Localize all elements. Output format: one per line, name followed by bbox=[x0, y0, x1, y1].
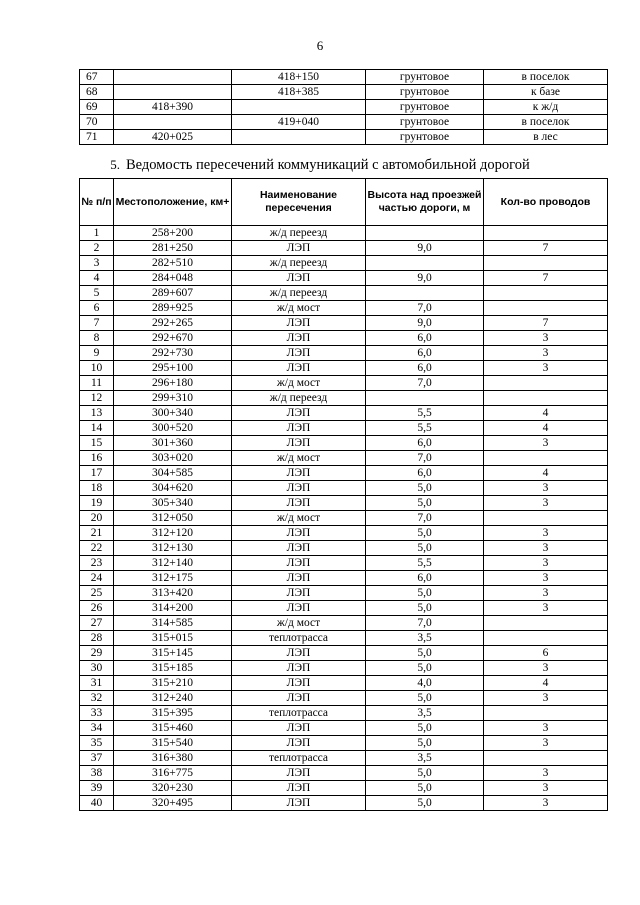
table-cell: 7 bbox=[484, 271, 608, 286]
table-cell: к ж/д bbox=[484, 100, 608, 115]
table-cell: 4 bbox=[484, 406, 608, 421]
table-cell bbox=[484, 706, 608, 721]
table-cell: 315+210 bbox=[114, 676, 232, 691]
table-cell bbox=[366, 286, 484, 301]
table-cell: 5,0 bbox=[366, 541, 484, 556]
table-row bbox=[80, 331, 608, 346]
table-cell: 7 bbox=[484, 316, 608, 331]
table-row bbox=[80, 571, 608, 586]
table-cell: ЛЭП bbox=[232, 601, 366, 616]
table-row bbox=[80, 436, 608, 451]
table-cell: 40 bbox=[80, 796, 114, 811]
table-cell: теплотрасса bbox=[232, 706, 366, 721]
section-number: 5. bbox=[110, 157, 120, 172]
table-row bbox=[80, 646, 608, 661]
table-cell: ЛЭП bbox=[232, 766, 366, 781]
table-cell bbox=[484, 751, 608, 766]
table-cell: ж/д мост bbox=[232, 301, 366, 316]
table-row bbox=[80, 541, 608, 556]
table-cell: 38 bbox=[80, 766, 114, 781]
table-cell: 5 bbox=[80, 286, 114, 301]
table-cell: 7,0 bbox=[366, 376, 484, 391]
header-number: № п/п bbox=[80, 179, 114, 226]
table-cell: ЛЭП bbox=[232, 241, 366, 256]
table-cell bbox=[484, 301, 608, 316]
table-row bbox=[80, 241, 608, 256]
table-cell: 5,0 bbox=[366, 646, 484, 661]
table-cell: 312+140 bbox=[114, 556, 232, 571]
table-cell: 7 bbox=[484, 241, 608, 256]
table-cell: ж/д переезд bbox=[232, 391, 366, 406]
table-cell: 3 bbox=[484, 496, 608, 511]
table-cell: 7,0 bbox=[366, 451, 484, 466]
table-cell: ЛЭП bbox=[232, 361, 366, 376]
table-cell: 305+340 bbox=[114, 496, 232, 511]
table-cell: 5,0 bbox=[366, 781, 484, 796]
table-cell: 33 bbox=[80, 706, 114, 721]
table-cell: 299+310 bbox=[114, 391, 232, 406]
table-row bbox=[80, 751, 608, 766]
table-cell: 315+395 bbox=[114, 706, 232, 721]
table-cell bbox=[484, 391, 608, 406]
table-cell: 3,5 bbox=[366, 631, 484, 646]
table-cell: 315+460 bbox=[114, 721, 232, 736]
table-cell: 3 bbox=[484, 781, 608, 796]
table-cell: 316+775 bbox=[114, 766, 232, 781]
table-cell: 5,0 bbox=[366, 661, 484, 676]
table-cell: теплотрасса bbox=[232, 631, 366, 646]
table-row bbox=[80, 301, 608, 316]
table-cell: ЛЭП bbox=[232, 271, 366, 286]
table-cell: 3 bbox=[484, 556, 608, 571]
table-cell: 5,0 bbox=[366, 586, 484, 601]
table-row bbox=[80, 100, 608, 115]
table-cell: 314+200 bbox=[114, 601, 232, 616]
table-cell: 71 bbox=[80, 130, 114, 145]
table-cell: 282+510 bbox=[114, 256, 232, 271]
crossings-table bbox=[79, 178, 608, 811]
table-cell: 3 bbox=[484, 481, 608, 496]
table-cell: 3 bbox=[484, 526, 608, 541]
table-cell: 281+250 bbox=[114, 241, 232, 256]
table-cell: 3 bbox=[484, 541, 608, 556]
table-row bbox=[80, 130, 608, 145]
table-cell: ЛЭП bbox=[232, 526, 366, 541]
table-cell: 3 bbox=[484, 586, 608, 601]
table-cell: 5,0 bbox=[366, 481, 484, 496]
table-cell: грунтовое bbox=[366, 115, 484, 130]
table-cell: 3 bbox=[80, 256, 114, 271]
table-cell: ж/д мост bbox=[232, 511, 366, 526]
table-cell: 3 bbox=[484, 721, 608, 736]
table-cell: ж/д переезд bbox=[232, 286, 366, 301]
table-cell bbox=[114, 115, 232, 130]
table-cell bbox=[484, 376, 608, 391]
table-row bbox=[80, 676, 608, 691]
table-cell: 300+520 bbox=[114, 421, 232, 436]
table-cell: 314+585 bbox=[114, 616, 232, 631]
table-row bbox=[80, 286, 608, 301]
table-cell: 418+390 bbox=[114, 100, 232, 115]
table-cell: ЛЭП bbox=[232, 541, 366, 556]
table-cell: 6,0 bbox=[366, 466, 484, 481]
table-row bbox=[80, 526, 608, 541]
table-cell: 70 bbox=[80, 115, 114, 130]
table-cell: 5,0 bbox=[366, 796, 484, 811]
table-cell: 3,5 bbox=[366, 706, 484, 721]
crossings-header-row bbox=[80, 179, 608, 226]
table-row bbox=[80, 70, 608, 85]
table-cell: 312+240 bbox=[114, 691, 232, 706]
table-cell: 3 bbox=[484, 346, 608, 361]
table-row bbox=[80, 706, 608, 721]
table-cell: 7,0 bbox=[366, 301, 484, 316]
table-cell: 35 bbox=[80, 736, 114, 751]
table-cell: 7,0 bbox=[366, 511, 484, 526]
table-row bbox=[80, 451, 608, 466]
table-row bbox=[80, 226, 608, 241]
section-title bbox=[0, 157, 640, 174]
header-height: Высота над проезжей частью дороги, м bbox=[366, 179, 484, 226]
table-cell: ЛЭП bbox=[232, 466, 366, 481]
table-cell: 315+145 bbox=[114, 646, 232, 661]
table-cell: 320+495 bbox=[114, 796, 232, 811]
table-cell: ж/д мост bbox=[232, 376, 366, 391]
table-cell bbox=[484, 256, 608, 271]
table-cell: 32 bbox=[80, 691, 114, 706]
table-row bbox=[80, 511, 608, 526]
table-cell: 320+230 bbox=[114, 781, 232, 796]
table-cell: 315+185 bbox=[114, 661, 232, 676]
table-cell: 6 bbox=[80, 301, 114, 316]
table-cell: в поселок bbox=[484, 70, 608, 85]
table-cell: 312+130 bbox=[114, 541, 232, 556]
table-cell: 9 bbox=[80, 346, 114, 361]
table-row bbox=[80, 421, 608, 436]
table-cell: 5,0 bbox=[366, 736, 484, 751]
table-cell: 3 bbox=[484, 661, 608, 676]
table-cell: 3 bbox=[484, 796, 608, 811]
table-row bbox=[80, 691, 608, 706]
table-cell: 18 bbox=[80, 481, 114, 496]
table-cell: 292+265 bbox=[114, 316, 232, 331]
table-cell: 69 bbox=[80, 100, 114, 115]
table-cell: теплотрасса bbox=[232, 751, 366, 766]
table-cell bbox=[366, 391, 484, 406]
table-cell: 10 bbox=[80, 361, 114, 376]
table-cell: 4 bbox=[484, 466, 608, 481]
table-cell: 315+540 bbox=[114, 736, 232, 751]
table-cell: 6,0 bbox=[366, 436, 484, 451]
table-cell: 34 bbox=[80, 721, 114, 736]
table-cell: 7 bbox=[80, 316, 114, 331]
table-cell: 6,0 bbox=[366, 571, 484, 586]
header-wire-count: Кол-во проводов bbox=[484, 179, 608, 226]
table-cell: 3,5 bbox=[366, 751, 484, 766]
table-cell: 23 bbox=[80, 556, 114, 571]
table-cell: 25 bbox=[80, 586, 114, 601]
table-cell: 418+385 bbox=[232, 85, 366, 100]
table-cell: 5,0 bbox=[366, 721, 484, 736]
table-row bbox=[80, 256, 608, 271]
table-cell bbox=[114, 85, 232, 100]
table-cell: 14 bbox=[80, 421, 114, 436]
table-cell: 9,0 bbox=[366, 271, 484, 286]
table-cell: 28 bbox=[80, 631, 114, 646]
table-cell: ж/д мост bbox=[232, 616, 366, 631]
table-cell: 9,0 bbox=[366, 316, 484, 331]
table-cell bbox=[232, 130, 366, 145]
table-cell: 315+015 bbox=[114, 631, 232, 646]
table-cell: ЛЭП bbox=[232, 331, 366, 346]
table-cell: 22 bbox=[80, 541, 114, 556]
table-cell: 6,0 bbox=[366, 361, 484, 376]
table-row bbox=[80, 661, 608, 676]
table-cell: 2 bbox=[80, 241, 114, 256]
table-cell: ЛЭП bbox=[232, 721, 366, 736]
table-cell: 5,0 bbox=[366, 526, 484, 541]
table-cell bbox=[484, 511, 608, 526]
table-cell: ЛЭП bbox=[232, 736, 366, 751]
table-cell: 313+420 bbox=[114, 586, 232, 601]
table-row bbox=[80, 376, 608, 391]
table-cell: ЛЭП bbox=[232, 646, 366, 661]
table-cell: грунтовое bbox=[366, 100, 484, 115]
table-cell: 5,5 bbox=[366, 556, 484, 571]
table-row bbox=[80, 481, 608, 496]
table-row bbox=[80, 766, 608, 781]
table-cell: 304+585 bbox=[114, 466, 232, 481]
table-row bbox=[80, 556, 608, 571]
table-cell: 303+020 bbox=[114, 451, 232, 466]
table-cell: ЛЭП bbox=[232, 691, 366, 706]
table-cell: 5,5 bbox=[366, 421, 484, 436]
table-cell: 289+925 bbox=[114, 301, 232, 316]
table-cell: ЛЭП bbox=[232, 316, 366, 331]
table-row bbox=[80, 85, 608, 100]
table-row bbox=[80, 361, 608, 376]
table-cell: 5,0 bbox=[366, 496, 484, 511]
table-cell: 26 bbox=[80, 601, 114, 616]
table-cell: 316+380 bbox=[114, 751, 232, 766]
table-cell: 300+340 bbox=[114, 406, 232, 421]
table-cell: 4,0 bbox=[366, 676, 484, 691]
table-cell: 3 bbox=[484, 436, 608, 451]
table-cell: 3 bbox=[484, 766, 608, 781]
table-cell: к базе bbox=[484, 85, 608, 100]
table-row bbox=[80, 616, 608, 631]
table-cell: 31 bbox=[80, 676, 114, 691]
table-cell: 5,0 bbox=[366, 766, 484, 781]
table-cell: 29 bbox=[80, 646, 114, 661]
table-cell: грунтовое bbox=[366, 85, 484, 100]
table-cell: 4 bbox=[80, 271, 114, 286]
table-cell: 312+050 bbox=[114, 511, 232, 526]
section-title-text: Ведомость пересечений коммуникаций с автомобильной дорогой bbox=[125, 157, 530, 173]
header-crossing-name: Наименование пересечения bbox=[232, 179, 366, 226]
table-cell: 3 bbox=[484, 736, 608, 751]
table-cell: ЛЭП bbox=[232, 781, 366, 796]
table-cell bbox=[484, 226, 608, 241]
table-row bbox=[80, 631, 608, 646]
table-cell: 3 bbox=[484, 601, 608, 616]
table-cell: 37 bbox=[80, 751, 114, 766]
table-cell: 312+175 bbox=[114, 571, 232, 586]
table-cell bbox=[366, 226, 484, 241]
table-cell: 4 bbox=[484, 676, 608, 691]
table-cell: 5,0 bbox=[366, 601, 484, 616]
table-cell bbox=[484, 616, 608, 631]
table-row bbox=[80, 115, 608, 130]
table-cell: 419+040 bbox=[232, 115, 366, 130]
table-cell: ЛЭП bbox=[232, 346, 366, 361]
table-row bbox=[80, 316, 608, 331]
table-cell: 4 bbox=[484, 421, 608, 436]
table-cell: 289+607 bbox=[114, 286, 232, 301]
table-row bbox=[80, 271, 608, 286]
table-cell: 30 bbox=[80, 661, 114, 676]
table-cell: 3 bbox=[484, 691, 608, 706]
table-cell bbox=[232, 100, 366, 115]
table-cell: ж/д переезд bbox=[232, 256, 366, 271]
table-row bbox=[80, 586, 608, 601]
table-cell: 1 bbox=[80, 226, 114, 241]
table-row bbox=[80, 466, 608, 481]
table-cell: в лес bbox=[484, 130, 608, 145]
table-cell: 27 bbox=[80, 616, 114, 631]
table-cell bbox=[366, 256, 484, 271]
table-cell: ЛЭП bbox=[232, 421, 366, 436]
table-cell: 39 bbox=[80, 781, 114, 796]
table-cell: 292+730 bbox=[114, 346, 232, 361]
roads-table-body bbox=[80, 70, 608, 145]
table-cell: 9,0 bbox=[366, 241, 484, 256]
table-cell bbox=[484, 451, 608, 466]
table-cell: 304+620 bbox=[114, 481, 232, 496]
table-cell: ЛЭП bbox=[232, 796, 366, 811]
table-cell: ЛЭП bbox=[232, 676, 366, 691]
table-cell: 3 bbox=[484, 571, 608, 586]
table-row bbox=[80, 781, 608, 796]
table-cell: 6,0 bbox=[366, 331, 484, 346]
table-cell: 312+120 bbox=[114, 526, 232, 541]
table-cell bbox=[114, 70, 232, 85]
table-cell: 11 bbox=[80, 376, 114, 391]
table-cell: ЛЭП bbox=[232, 406, 366, 421]
table-cell bbox=[484, 631, 608, 646]
page-number: 6 bbox=[316, 38, 324, 53]
table-cell: 6 bbox=[484, 646, 608, 661]
table-cell: 418+150 bbox=[232, 70, 366, 85]
table-cell: 7,0 bbox=[366, 616, 484, 631]
table-cell: ЛЭП bbox=[232, 661, 366, 676]
table-cell: 5,5 bbox=[366, 406, 484, 421]
table-cell: 13 bbox=[80, 406, 114, 421]
table-row bbox=[80, 721, 608, 736]
table-cell: 15 bbox=[80, 436, 114, 451]
table-cell: 258+200 bbox=[114, 226, 232, 241]
table-cell: 17 bbox=[80, 466, 114, 481]
table-cell: 295+100 bbox=[114, 361, 232, 376]
table-cell: грунтовое bbox=[366, 130, 484, 145]
header-location: Местоположение, км+ bbox=[114, 179, 232, 226]
crossings-table-body bbox=[80, 226, 608, 811]
table-cell: 3 bbox=[484, 361, 608, 376]
table-cell bbox=[484, 286, 608, 301]
table-row bbox=[80, 406, 608, 421]
table-cell: 420+025 bbox=[114, 130, 232, 145]
table-cell: 6,0 bbox=[366, 346, 484, 361]
table-cell: 296+180 bbox=[114, 376, 232, 391]
table-row bbox=[80, 736, 608, 751]
table-cell: ЛЭП bbox=[232, 496, 366, 511]
table-cell: в поселок bbox=[484, 115, 608, 130]
table-cell: 301+360 bbox=[114, 436, 232, 451]
table-cell: 5,0 bbox=[366, 691, 484, 706]
roads-table-continued bbox=[79, 69, 608, 145]
table-cell: 3 bbox=[484, 331, 608, 346]
table-cell: 68 bbox=[80, 85, 114, 100]
table-cell: 24 bbox=[80, 571, 114, 586]
table-cell: ж/д переезд bbox=[232, 226, 366, 241]
table-cell: ЛЭП bbox=[232, 556, 366, 571]
table-cell: 19 bbox=[80, 496, 114, 511]
table-row bbox=[80, 601, 608, 616]
table-row bbox=[80, 796, 608, 811]
table-cell: ЛЭП bbox=[232, 586, 366, 601]
table-cell: 8 bbox=[80, 331, 114, 346]
table-row bbox=[80, 496, 608, 511]
table-cell: ЛЭП bbox=[232, 571, 366, 586]
table-cell: 16 bbox=[80, 451, 114, 466]
table-cell: 20 bbox=[80, 511, 114, 526]
table-cell: 67 bbox=[80, 70, 114, 85]
table-cell: 21 bbox=[80, 526, 114, 541]
table-cell: ж/д мост bbox=[232, 451, 366, 466]
table-row bbox=[80, 391, 608, 406]
table-cell: грунтовое bbox=[366, 70, 484, 85]
table-cell: 284+048 bbox=[114, 271, 232, 286]
table-cell: ЛЭП bbox=[232, 481, 366, 496]
table-cell: 12 bbox=[80, 391, 114, 406]
table-row bbox=[80, 346, 608, 361]
table-cell: 292+670 bbox=[114, 331, 232, 346]
table-cell: ЛЭП bbox=[232, 436, 366, 451]
